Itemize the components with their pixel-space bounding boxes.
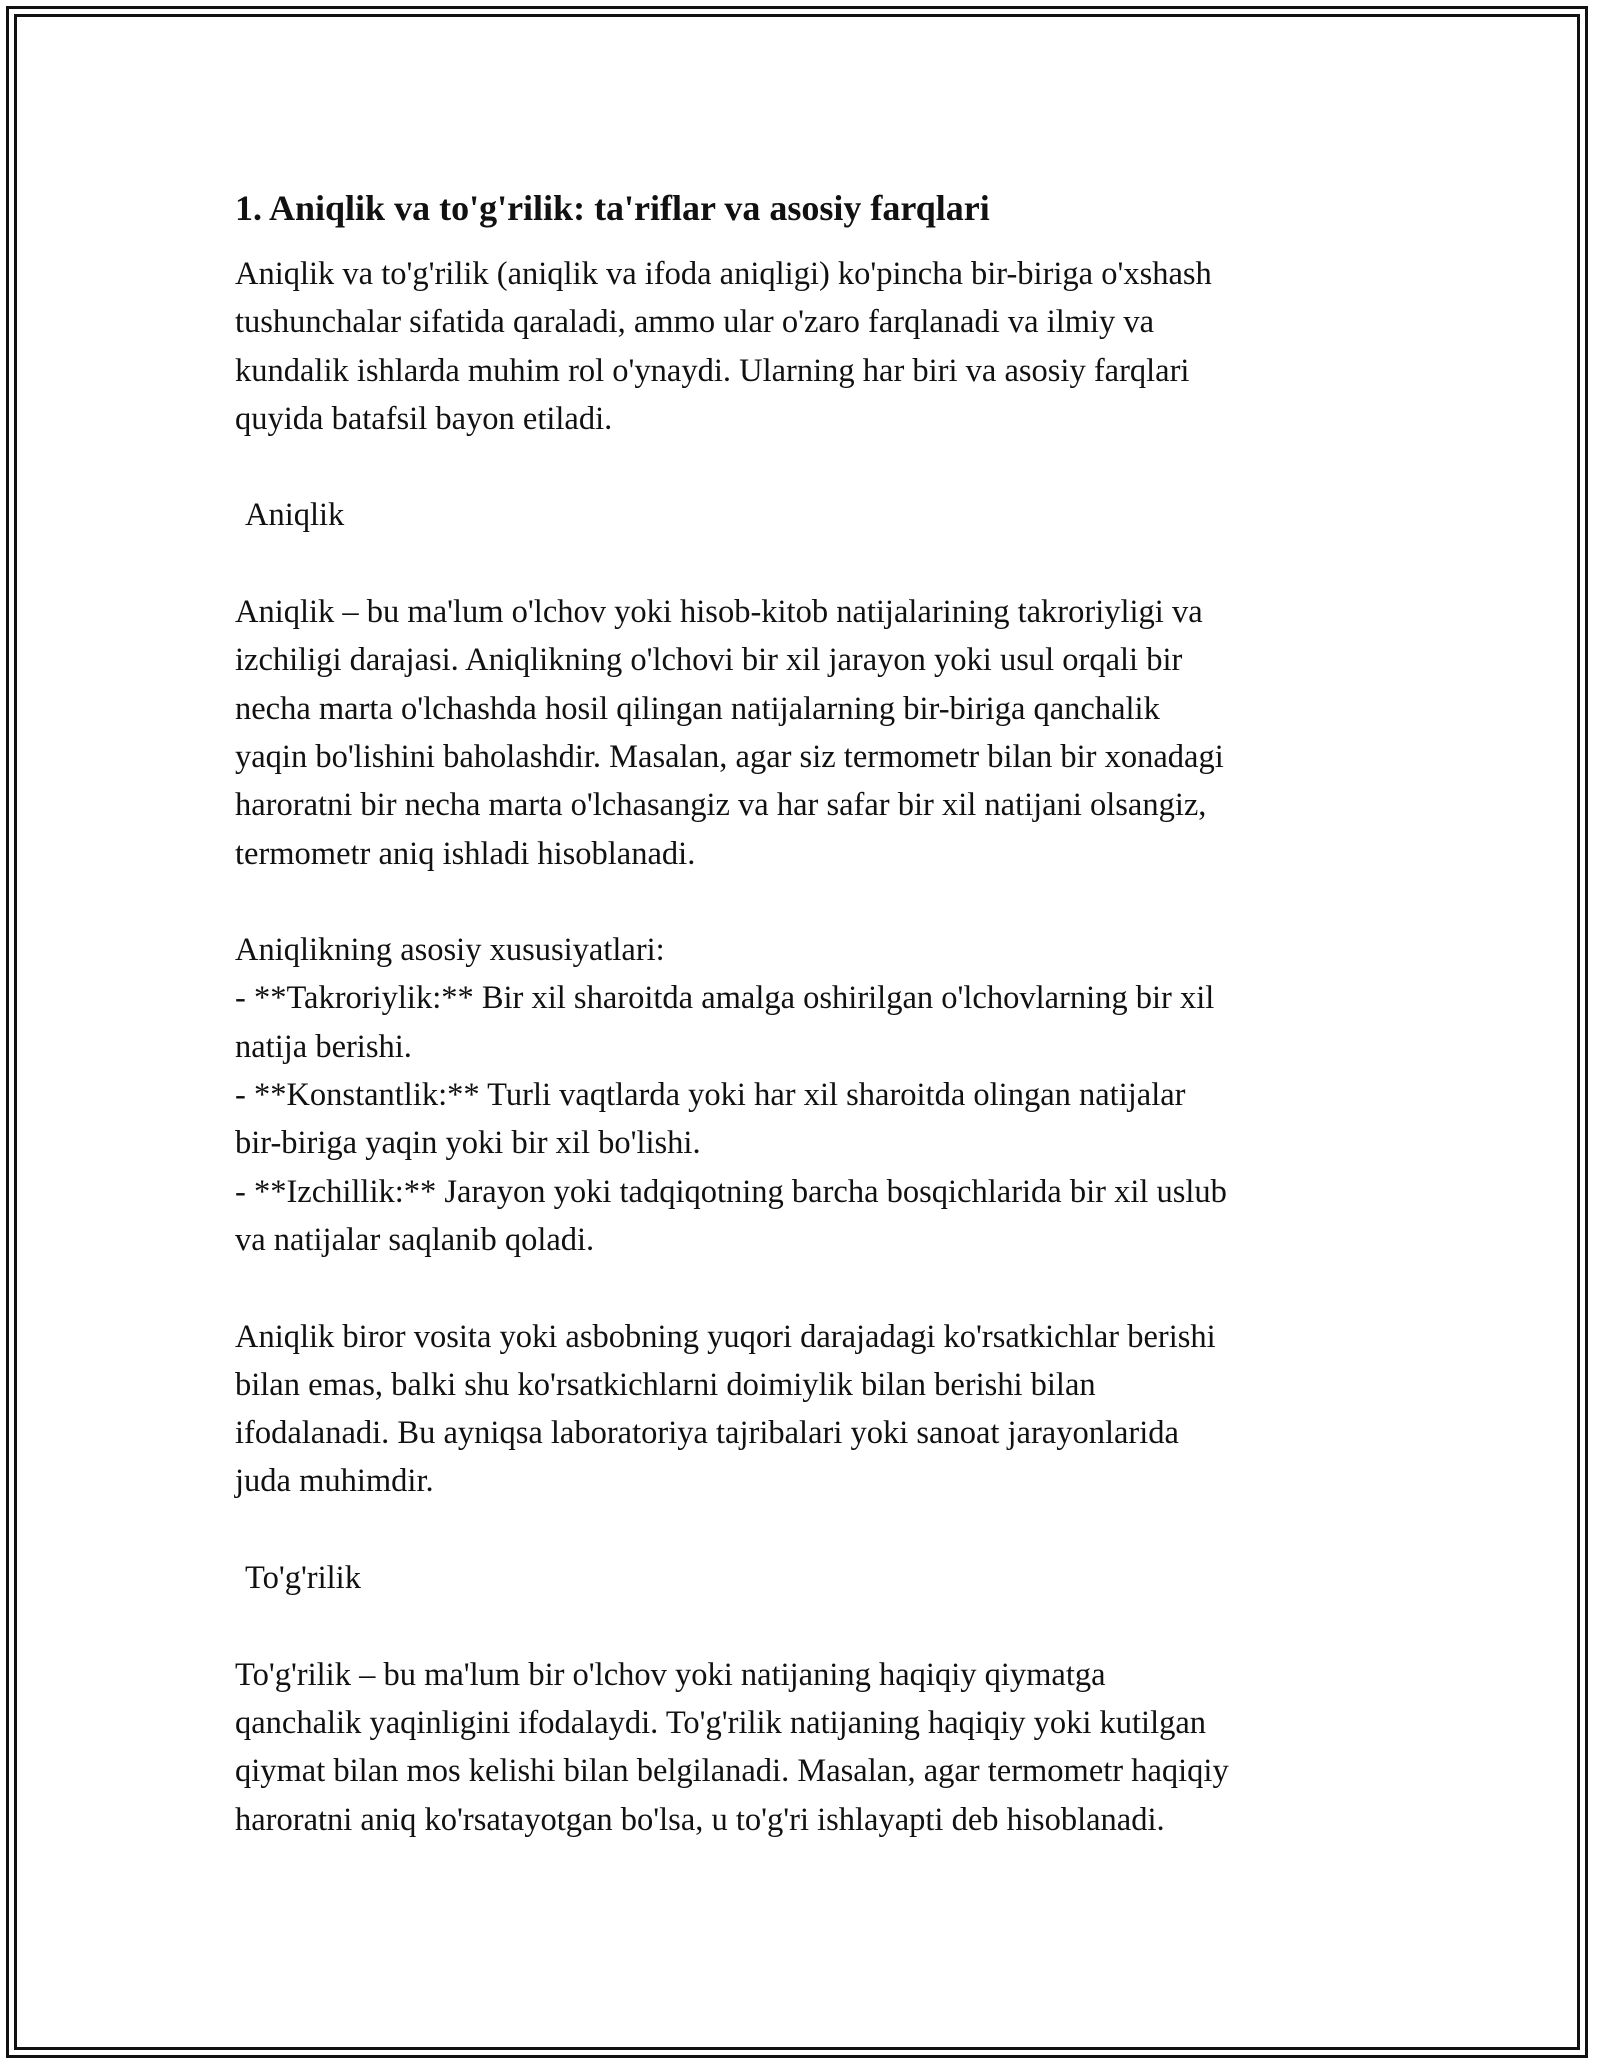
intro-paragraph	[235, 250, 1365, 443]
text-line: Aniqlik va to'g'rilik (aniqlik va ifoda aniqligi) ko'pincha bir-biriga o'xshash	[235, 256, 1212, 292]
document-body	[235, 184, 1365, 1892]
text-line: To'g'rilik – bu ma'lum bir o'lchov yoki natijaning haqiqiy qiymatga	[235, 1656, 1106, 1693]
text-line: juda muhimdir.	[235, 1463, 434, 1500]
text-line: kundalik ishlarda muhim rol o'ynaydi. Ularning har biri va asosiy farqlari	[235, 352, 1190, 389]
section-heading-aniqlik: Aniqlik	[245, 497, 345, 534]
text-line: necha marta o'lchashda hosil qilingan natijalarning bir-biriga qanchalik	[235, 690, 1160, 727]
features-intro-line: Aniqlikning asosiy xususiyatlari:	[235, 932, 665, 969]
text-line: Aniqlik – bu ma'lum o'lchov yoki hisob-kitob natijalarining takroriyligi va	[235, 594, 1203, 631]
feature-item-line: natija berishi.	[235, 1028, 412, 1065]
text-line: quyida batafsil bayon etiladi.	[235, 400, 613, 437]
text-line: yaqin bo'lishini baholashdir. Masalan, agar siz termometr bilan bir xonadagi	[235, 738, 1224, 775]
text-line: qanchalik yaqinligini ifodalaydi. To'g'rilik natijaning haqiqiy yoki kutilgan	[235, 1704, 1207, 1741]
section-heading-togrilik: To'g'rilik	[245, 1560, 361, 1597]
feature-item-line: va natijalar saqlanib qoladi.	[235, 1221, 595, 1258]
text-line: termometr aniq ishladi hisoblanadi.	[235, 835, 696, 872]
text-line: bilan emas, balki shu ko'rsatkichlarni doimiylik bilan berishi bilan	[235, 1366, 1096, 1403]
feature-item-line: - **Takroriylik:** Bir xil sharoitda amalga oshirilgan o'lchovlarning bir xil	[235, 980, 1215, 1017]
text-line: Aniqlik biror vosita yoki asbobning yuqori darajadagi ko'rsatkichlar berishi	[235, 1318, 1216, 1355]
aniqlik-summary-paragraph	[235, 1313, 1365, 1506]
aniqlik-definition-paragraph	[235, 588, 1365, 878]
text-line: qiymat bilan mos kelishi bilan belgilanadi. Masalan, agar termometr haqiqiy	[235, 1753, 1229, 1790]
togrilik-definition-paragraph	[235, 1651, 1365, 1844]
text-line: izchiligi darajasi. Aniqlikning o'lchovi bir xil jarayon yoki usul orqali bir	[235, 642, 1183, 679]
feature-item-line: - **Izchillik:** Jarayon yoki tadqiqotning barcha bosqichlarida bir xil uslub	[235, 1173, 1227, 1210]
text-line: ifodalanadi. Bu ayniqsa laboratoriya tajribalari yoki sanoat jarayonlarida	[235, 1415, 1179, 1452]
aniqlik-features-list	[235, 926, 1365, 1264]
text-line: tushunchalar sifatida qaraladi, ammo ular o'zaro farqlanadi va ilmiy va	[235, 304, 1155, 341]
feature-item-line: - **Konstantlik:** Turli vaqtlarda yoki har xil sharoitda olingan natijalar	[235, 1077, 1186, 1114]
text-line: haroratni aniq ko'rsatayotgan bo'lsa, u to'g'ri ishlayapti deb hisoblanadi.	[235, 1801, 1165, 1838]
text-line: haroratni bir necha marta o'lchasangiz va har safar bir xil natijani olsangiz,	[235, 787, 1207, 824]
feature-item-line: bir-biriga yaqin yoki bir xil bo'lishi.	[235, 1125, 701, 1162]
document-title: 1. Aniqlik va to'g'rilik: ta'riflar va asosiy farqlari	[235, 188, 990, 228]
